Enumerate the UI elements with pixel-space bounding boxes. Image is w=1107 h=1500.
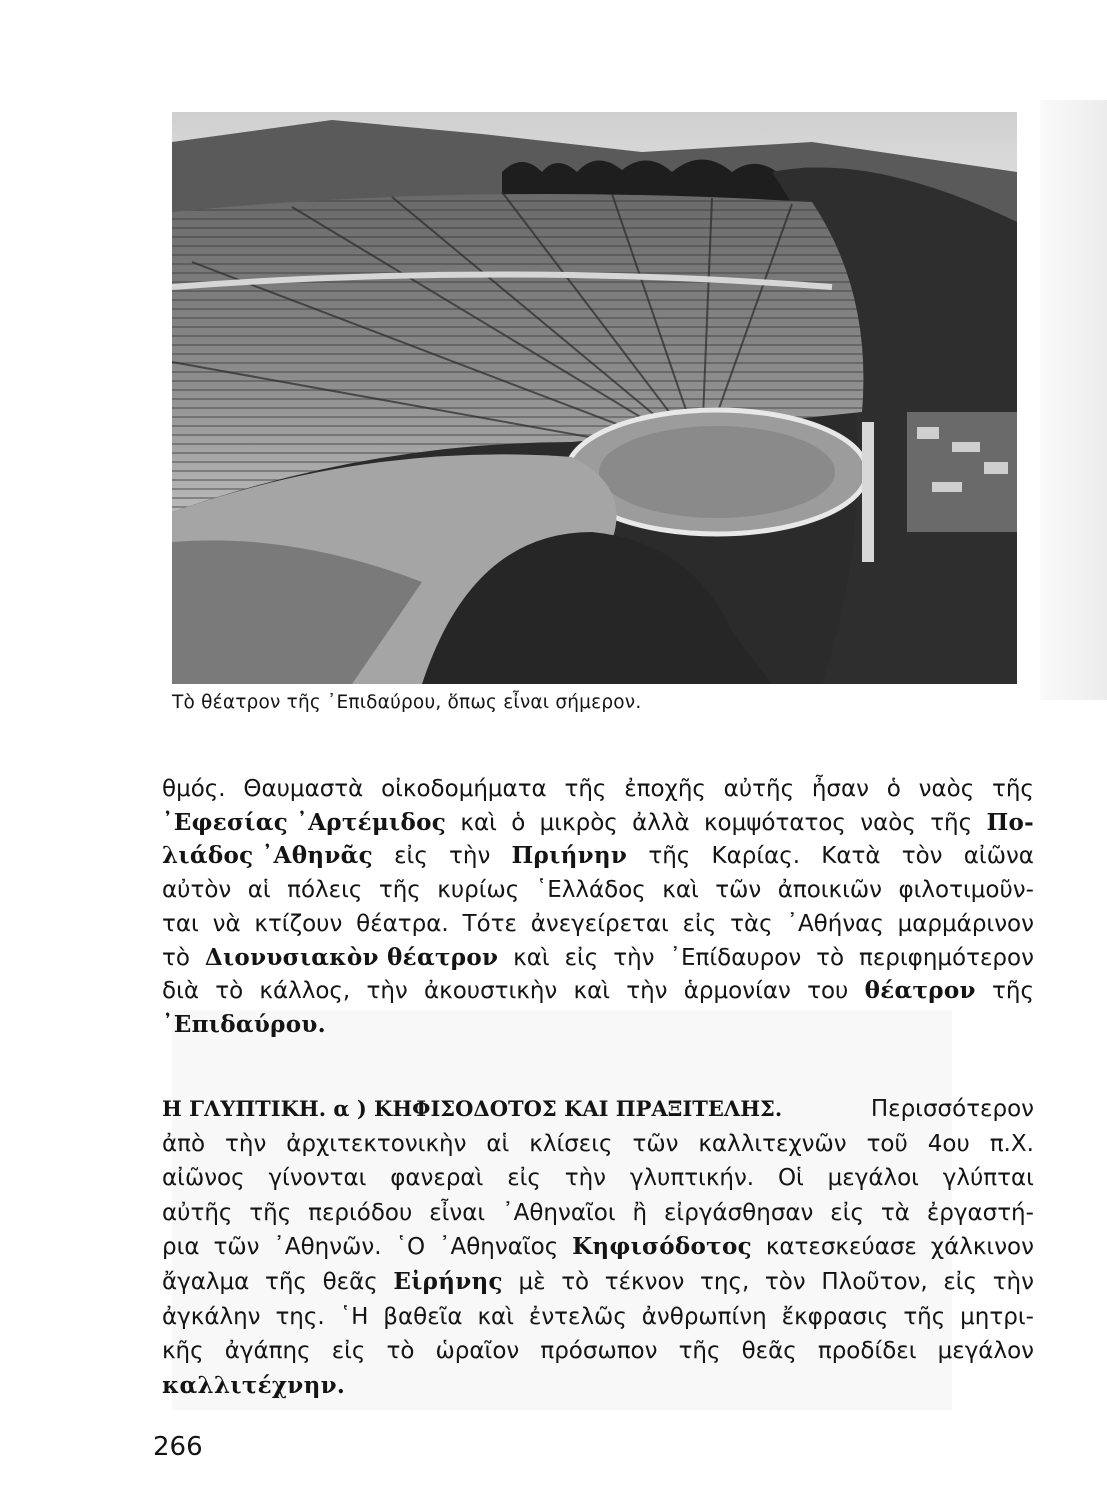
word: εἰς <box>331 1338 366 1365</box>
word: ᾿Επίδαυρον <box>669 944 802 971</box>
word: ἀλλὰ <box>632 809 690 836</box>
word: εἰς <box>507 1165 541 1192</box>
page-number: 266 <box>153 1432 203 1462</box>
word: πόλεις <box>287 877 363 904</box>
word: μεγάλον <box>937 1338 1034 1365</box>
text-line <box>162 1094 1034 1124</box>
word: εἰς <box>943 1269 978 1295</box>
word: μεγάλοι <box>827 1165 919 1192</box>
bold-term: θέατρον <box>864 977 976 1005</box>
word: ἄγαλμα <box>162 1269 250 1295</box>
word: ἔκφρασις <box>781 1303 889 1330</box>
word: κάλλος, <box>259 978 351 1005</box>
word: Καρίας. <box>711 843 801 870</box>
word: τὴν <box>564 1165 606 1192</box>
word: μικρὸς <box>539 809 618 836</box>
word: πρόσωπον <box>540 1338 658 1365</box>
word: οἰκοδομήματα <box>381 776 547 802</box>
word: τῆς <box>378 877 421 904</box>
text-line <box>162 909 1034 939</box>
word: ἦσαν <box>811 776 870 802</box>
word: τὸ <box>386 1338 415 1365</box>
bold-term: ᾿Εφεσίας ᾿Αρτέμιδος <box>162 808 447 836</box>
word: θεᾶς <box>741 1338 797 1365</box>
word: τῶν <box>632 1130 679 1157</box>
text-line <box>162 1267 1034 1297</box>
word: ᾿Αθηνῶν. <box>273 1234 382 1261</box>
word: τὸ <box>816 944 845 971</box>
word: γίνονται <box>268 1165 367 1192</box>
bold-term: λιάδος ᾿Αθηνᾶς <box>162 842 373 870</box>
word: της. <box>275 1303 325 1330</box>
word: τῆς <box>678 1338 721 1365</box>
word: ῾Η <box>339 1303 369 1330</box>
word: εἰς <box>394 843 428 870</box>
bold-term: Πριήνην <box>511 842 628 870</box>
text-line <box>162 774 1034 804</box>
word: τὸ <box>162 944 190 971</box>
word: γλύπται <box>942 1165 1034 1192</box>
word: μητρι- <box>960 1303 1034 1330</box>
bold-term: Κηφισόδοτος <box>572 1233 752 1261</box>
word: τοῦ <box>866 1130 908 1157</box>
word: ἀνεγείρεται <box>530 910 669 937</box>
word: τὰ <box>880 1199 910 1226</box>
word: ἐποχῆς <box>624 776 706 802</box>
word: θμός. <box>162 776 226 802</box>
word: προδίδει <box>817 1338 917 1365</box>
word: ῾Ελλάδος <box>535 877 646 904</box>
word: Κατὰ <box>821 843 881 870</box>
word: ᾿Αθηναῖοι <box>502 1199 616 1226</box>
bold-term: καλλιτέχνην. <box>162 1371 346 1399</box>
word: της, <box>700 1269 750 1295</box>
text-line <box>162 1302 1034 1332</box>
word: ὁ <box>511 809 526 836</box>
text-line <box>162 1163 1034 1193</box>
word: φανεραὶ <box>390 1165 484 1192</box>
word: τῆς <box>930 809 973 836</box>
word: αἱ <box>486 1130 510 1157</box>
word: θέατρα. <box>356 910 449 937</box>
word: μὲ <box>518 1269 546 1295</box>
word: π.Χ. <box>989 1130 1034 1157</box>
word: τὴν <box>626 978 668 1005</box>
word: αἱ <box>247 877 271 904</box>
word: τῆς <box>264 1269 307 1295</box>
word: βαθεῖα <box>383 1303 463 1330</box>
word: ἢ <box>632 1199 648 1226</box>
text-line <box>162 1198 1034 1228</box>
word: μαρμάρινον <box>897 910 1034 937</box>
text-line <box>162 943 1034 973</box>
show-through-margin <box>1040 100 1107 700</box>
word: τῆς <box>249 1199 292 1226</box>
word: ὡραῖον <box>435 1338 520 1365</box>
word: καὶ <box>513 944 550 971</box>
word: ἀποικιῶν <box>777 877 882 904</box>
word: τὸν <box>764 1269 806 1295</box>
word: ἀγάπης <box>224 1338 311 1365</box>
text-line <box>162 875 1034 905</box>
word: κυρίως <box>437 877 520 904</box>
theatre-photograph <box>172 112 1017 684</box>
word: τὸ <box>561 1269 590 1295</box>
word: τῆς <box>903 1303 946 1330</box>
word: τῆς <box>991 776 1034 802</box>
text-line <box>162 841 1034 871</box>
word: καὶ <box>460 809 497 836</box>
word: ἀρχιτεκτονικὴν <box>286 1130 467 1157</box>
word: Θαυμαστὰ <box>243 776 364 802</box>
word: φιλοτιμοῦν- <box>898 877 1034 904</box>
word: τὴν <box>449 843 491 870</box>
bold-term: Η ΓΛΥΠΤΙΚΗ. α ) ΚΗΦΙΣΟΔΟΤΟΣ ΚΑΙ ΠΡΑΞΙΤΕΛΗΣ. <box>162 1096 783 1121</box>
word: τῶν <box>213 1234 260 1261</box>
text-line <box>162 1010 1034 1040</box>
figure-caption: Τὸ θέατρον τῆς ᾿Επιδαύρου, ὅπως εἶναι σήμερον. <box>172 692 642 713</box>
word: τὰς <box>730 910 773 937</box>
word: Τότε <box>462 910 517 937</box>
word: ἀκουστικὴν <box>423 978 558 1005</box>
word: τὴν <box>225 1130 267 1157</box>
word: ᾿Αθήνας <box>786 910 884 937</box>
word: τὸν <box>901 843 943 870</box>
word: εἰργάσθησαν <box>664 1199 814 1226</box>
word: ἀπὸ <box>162 1130 206 1157</box>
word: τῆς <box>564 776 607 802</box>
word: ῾Ο <box>395 1234 426 1261</box>
word: ᾿Αθηναῖος <box>438 1234 559 1261</box>
word: ται <box>162 910 199 937</box>
bold-term: Εἰρήνης <box>393 1268 503 1295</box>
word: κομψότατος <box>704 809 846 836</box>
word: ναὸς <box>860 809 916 836</box>
word: ἀνθρωπίνη <box>641 1303 767 1330</box>
word: ναὸς <box>918 776 975 802</box>
bold-term: Διονυσιακὸν θέατρον <box>204 943 499 971</box>
text-line <box>162 1336 1034 1366</box>
word: αἰῶνα <box>963 843 1034 870</box>
word: καὶ <box>477 1303 514 1330</box>
word: ἐργαστή- <box>926 1199 1034 1226</box>
word: ἀγκάλην <box>162 1303 261 1330</box>
word: κατεσκεύασε <box>765 1234 917 1261</box>
word: χάλκινον <box>930 1234 1034 1261</box>
word: τὴν <box>613 944 655 971</box>
word: καὶ <box>573 978 611 1005</box>
word: Περισσότερον <box>870 1096 1034 1122</box>
word: καλλιτεχνῶν <box>698 1130 847 1157</box>
word: Πλοῦτον, <box>821 1269 928 1295</box>
word: ὁ <box>886 776 901 802</box>
word: ἐντελῶς <box>528 1303 627 1330</box>
word: κλίσεις <box>529 1130 613 1157</box>
word: κῆς <box>162 1338 204 1365</box>
word: αὐτῆς <box>723 776 795 802</box>
word: αὐτῆς <box>162 1199 233 1226</box>
word: καὶ <box>662 877 699 904</box>
word: γλυπτικήν. <box>629 1165 755 1192</box>
word: ἁρμονίαν <box>683 978 791 1005</box>
word: περιφημότερον <box>859 944 1034 971</box>
word: κτίζουν <box>254 910 343 937</box>
word: περιόδου <box>308 1199 413 1226</box>
word: αἰῶνος <box>162 1165 245 1192</box>
word: τῆς <box>648 843 691 870</box>
word: του <box>807 978 849 1005</box>
word: τὴν <box>366 978 408 1005</box>
bold-term: ᾿Επιδαύρου. <box>162 1010 326 1038</box>
word: νὰ <box>212 910 241 937</box>
word: εἰς <box>682 910 717 937</box>
word: αὐτὸν <box>162 877 232 904</box>
word: ρια <box>162 1234 200 1261</box>
word: διὰ <box>162 978 200 1005</box>
text-line <box>162 1129 1034 1159</box>
word: τῶν <box>715 877 762 904</box>
text-line <box>162 1371 1034 1401</box>
word: τῆς <box>992 978 1034 1005</box>
word: 4ου <box>927 1130 970 1157</box>
word: τέκνον <box>604 1269 685 1295</box>
word: εἶναι <box>429 1199 486 1226</box>
bold-term: Πο- <box>986 808 1034 836</box>
word: εἰς <box>564 944 599 971</box>
word: Οἱ <box>777 1165 804 1192</box>
word: τὴν <box>992 1269 1034 1295</box>
text-line <box>162 1232 1034 1262</box>
word: τὸ <box>215 978 244 1005</box>
text-line <box>162 808 1034 838</box>
text-line <box>162 976 1034 1006</box>
word: εἰς <box>830 1199 865 1226</box>
word: θεᾶς <box>322 1269 378 1295</box>
